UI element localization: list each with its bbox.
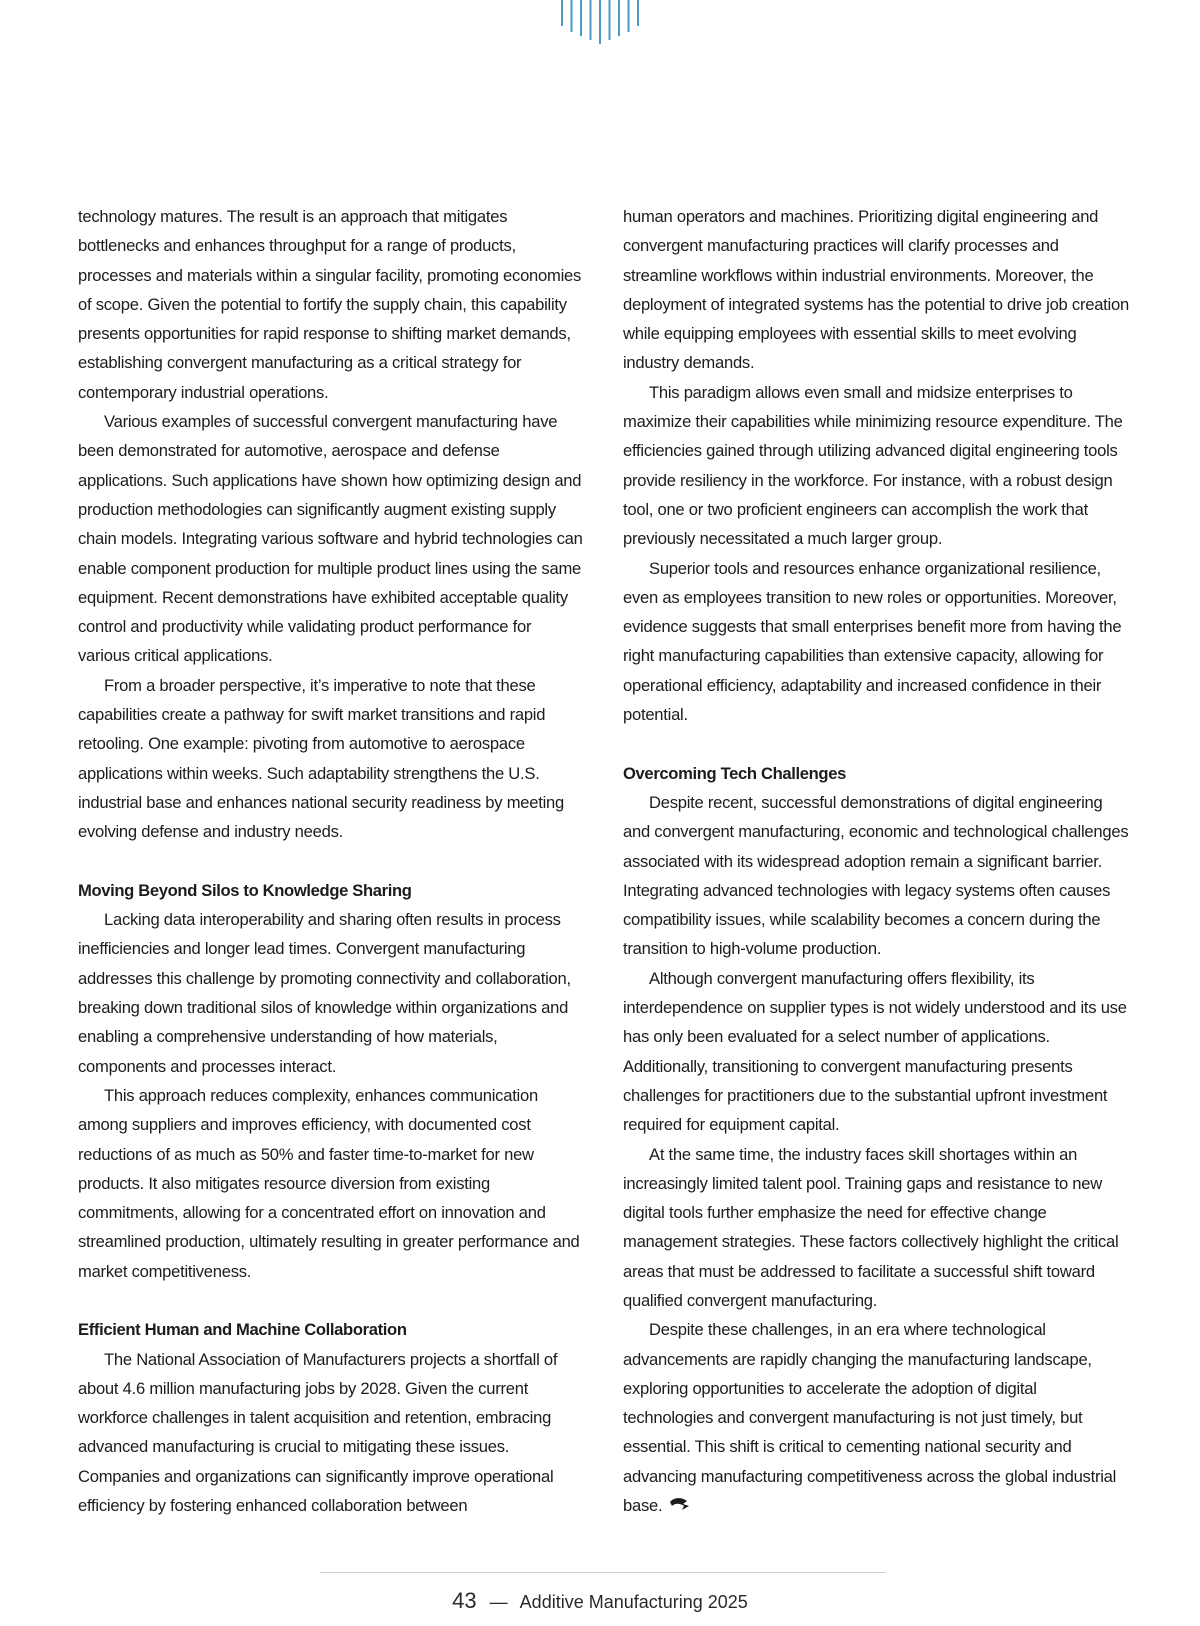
body-paragraph: Lacking data interoperability and sharing often results in process inefficiencies and longer lead times. Convergent manufacturing addresses this challenge by promoting connectivity and collaboration, breaking down traditional silos of knowledge within organizations and enabling a comprehensive understanding of how materials, components and processes interact. [78, 910, 571, 1076]
body-paragraph: Despite recent, successful demonstrations of digital engineering and convergent manufacturing, economic and technological challenges associated with its widespread adoption remain a significant barrier. Integrating advanced technologies with legacy systems often causes compatibility issues, while scalability becomes a concern during the transition to high-volume production. [623, 792, 1129, 959]
closing-paragraph-text: Despite these challenges, in an era where technological advancements are rapidly changing the manufacturing landscape, exploring opportunities to accelerate the adoption of digital technologies and convergent manufacturing is not just timely, but essential. This shift is critical to cementing national security and advancing manufacturing competitiveness across the global industrial base. [623, 1320, 1117, 1516]
section-heading: Efficient Human and Machine Collaboration [78, 1320, 407, 1340]
body-paragraph: Although convergent manufacturing offers flexibility, its interdependence on supplier types is not widely understood and its use has only been evaluated for a select number of applications. Additionally, transitioning to convergent manufacturing presents challenges for practitioners due to the substantial upfront investment required for equipment capital. [623, 968, 1127, 1135]
publication-title: Additive Manufacturing 2025 [519, 1592, 748, 1612]
body-paragraph: human operators and machines. Prioritizing digital engineering and convergent manufacturing practices will clarify processes and streamline workflows within industrial environments. Moreover, the deployment of integrated systems has the potential to drive job creation while equipping employees with essential skills to meet evolving industry demands. [623, 207, 1129, 373]
left-column [78, 202, 586, 1520]
body-paragraph: At the same time, the industry faces skill shortages within an increasingly limited talent pool. Training gaps and resistance to new digital tools further emphasize the need for effective change management strategies. These factors collectively highlight the critical areas that must be addressed to facilitate a successful shift toward qualified convergent manufacturing. [623, 1144, 1119, 1310]
section-heading: Moving Beyond Silos to Knowledge Sharing [78, 880, 412, 900]
body-paragraph [623, 1315, 1131, 1520]
body-paragraph: Various examples of successful convergent manufacturing have been demonstrated for automotive, aerospace and defense applications. Such applications have shown how optimizing design and production methodologies can significantly augment existing supply chain models. Integrating various software and hybrid technologies can enable component production for multiple product lines using the same equipment. Recent demonstrations have exhibited acceptable quality control and productivity while validating product performance for various critical applications. [78, 412, 583, 666]
top-ornament-icon [560, 0, 642, 48]
section-heading: Overcoming Tech Challenges [623, 763, 846, 783]
body-paragraph: From a broader perspective, it’s imperative to note that these capabilities create a pathway for swift market transitions and rapid retooling. One example: pivoting from automotive to aerospace applications within weeks. Such adaptability strengthens the U.S. industrial base and enhances national security readiness by meeting evolving defense and industry needs. [78, 675, 564, 842]
right-column [623, 202, 1131, 1520]
footer-separator: — [489, 1592, 508, 1612]
body-paragraph: Superior tools and resources enhance organizational resilience, even as employees transition to new roles or opportunities. Moreover, evidence suggests that small enterprises benefit more from having the right manufacturing capabilities than extensive capacity, allowing for operational efficiency, adaptability and increased confidence in their potential. [623, 558, 1122, 725]
body-paragraph: technology matures. The result is an approach that mitigates bottlenecks and enhances throughput for a range of products, processes and materials within a singular facility, promoting economies of scope. Given the potential to fortify the supply chain, this capability presents opportunities for rapid response to shifting market demands, establishing convergent manufacturing as a critical strategy for contemporary industrial operations. [78, 207, 582, 402]
end-mark-icon [668, 1497, 690, 1511]
body-paragraph: This paradigm allows even small and midsize enterprises to maximize their capabilities while minimizing resource expenditure. The efficiencies gained through utilizing advanced digital engineering tools provide resiliency in the workforce. For instance, with a robust design tool, one or two proficient engineers can accomplish the work that previously necessitated a much larger group. [623, 382, 1123, 549]
body-paragraph: The National Association of Manufacturers projects a shortfall of about 4.6 million manufacturing jobs by 2028. Given the current workforce challenges in talent acquisition and retention, embracing advanced manufacturing is crucial to mitigating these issues. Companies and organizations can significantly improve operational efficiency by fostering enhanced collaboration between [78, 1349, 558, 1516]
page-number: 43 [452, 1588, 477, 1613]
page-footer [0, 1588, 1200, 1614]
footer-divider [320, 1572, 886, 1573]
body-paragraph: This approach reduces complexity, enhances communication among suppliers and improves efficiency, with documented cost reductions of as much as 50% and faster time-to-market for new products. It also mitigates resource diversion from existing commitments, allowing for a concentrated effort on innovation and streamlined production, ultimately resulting in greater performance and market competitiveness. [78, 1085, 580, 1281]
